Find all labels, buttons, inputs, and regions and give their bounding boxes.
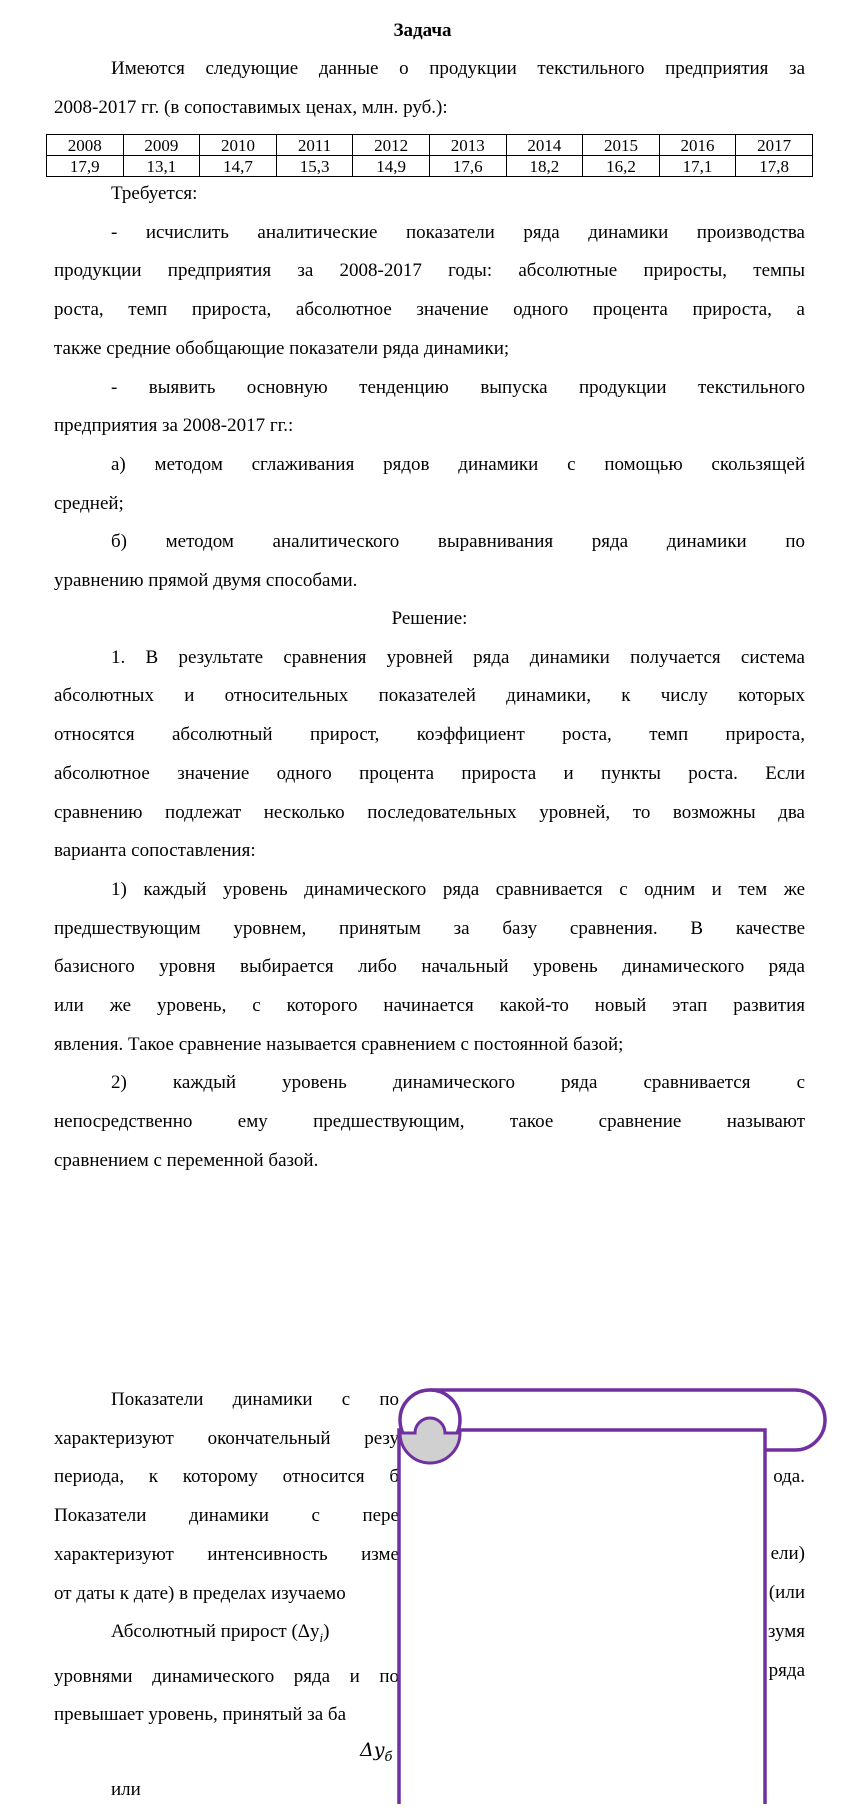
text-line — [54, 1613, 399, 1658]
text-line: уровнями динамического ряда и по — [54, 1665, 399, 1687]
table-cell: 2009 — [123, 135, 200, 156]
intro-paragraph — [54, 50, 805, 127]
text-fragment: ода. — [773, 1466, 805, 1487]
table-cell: 17,9 — [47, 156, 124, 177]
text-line: периода, к которому относится б — [54, 1466, 399, 1488]
page-title: Задача — [393, 20, 452, 41]
text-line: уравнению прямой двумя способами. — [54, 570, 358, 592]
production-table — [46, 134, 813, 177]
text-line: или — [111, 1779, 141, 1800]
text-line: предшествующим уровнем, принятым за базу сравнения. В качестве — [54, 917, 805, 939]
text-fragment: (или — [768, 1582, 805, 1603]
text-line: от даты к дате) в пределах изучаемо — [54, 1582, 346, 1604]
text-line: относятся абсолютный прирост, коэффициент роста, темп прироста, — [54, 724, 805, 746]
formula-main: Δy — [360, 1739, 385, 1761]
scroll-body — [399, 1430, 765, 1804]
text-line: характеризуют интенсивность изме — [54, 1543, 399, 1565]
text-line: 1. В результате сравнения уровней ряда динамики получается система — [111, 646, 805, 668]
table-row-values — [47, 156, 813, 177]
text-line: - выявить основную тенденцию выпуска продукции текстильного — [111, 376, 805, 398]
abs-growth-subscript: i — [319, 1630, 324, 1646]
table-cell: 2011 — [276, 135, 353, 156]
table-cell: 2017 — [736, 135, 813, 156]
text-line: 2008-2017 гг. (в сопоставимых ценах, млн. руб.): — [54, 96, 448, 118]
table-cell: 15,3 — [276, 156, 353, 177]
text-line: варианта сопоставления: — [54, 840, 256, 862]
text-line: - исчислить аналитические показатели ряда динамики производства — [111, 221, 805, 243]
table-cell: 16,2 — [583, 156, 660, 177]
table-cell: 18,2 — [506, 156, 583, 177]
table-cell: 14,7 — [200, 156, 277, 177]
text-line: роста, темп прироста, абсолютное значение одного процента прироста, а — [54, 299, 805, 321]
solution-section — [54, 600, 805, 1181]
text-line: превышает уровень, принятый за ба — [54, 1704, 347, 1726]
text-line: 1) каждый уровень динамического ряда сравнивается с одним и тем же — [111, 878, 805, 900]
scroll-roll — [400, 1390, 460, 1450]
table-cell: 2013 — [429, 135, 506, 156]
text-fragment: ели) — [770, 1543, 805, 1564]
text-fragment: ряда — [768, 1660, 805, 1681]
abs-growth-text: Абсолютный прирост (Δy — [111, 1621, 320, 1643]
table-cell: 17,1 — [659, 156, 736, 177]
table-row-years — [47, 135, 813, 156]
text-line: Имеются следующие данные о продукции текстильного предприятия за — [111, 58, 805, 79]
text-line: предприятия за 2008-2017 гг.: — [54, 415, 294, 437]
table-cell: 17,6 — [429, 156, 506, 177]
text-line: а) методом сглаживания рядов динамики с помощью скользящей — [111, 453, 805, 475]
text-line: 2) каждый уровень динамического ряда сравнивается с — [111, 1072, 805, 1094]
lower-paragraph-left — [54, 1381, 399, 1735]
text-line: или же уровень, с которого начинается какой-то новый этап развития — [54, 995, 805, 1017]
scroll-outline — [430, 1390, 825, 1450]
text-line: непосредственно ему предшествующим, такое сравнение называют — [54, 1111, 805, 1133]
text-line: б) методом аналитического выравнивания ряда динамики по — [111, 531, 805, 553]
table-cell: 2016 — [659, 135, 736, 156]
table-cell: 17,8 — [736, 156, 813, 177]
text-line: явления. Такое сравнение называется сравнением с постоянной базой; — [54, 1033, 624, 1055]
text-line: характеризуют окончательный резу — [54, 1427, 399, 1449]
table-cell: 13,1 — [123, 156, 200, 177]
text-line: абсолютных и относительных показателей динамики, к числу которых — [54, 685, 805, 707]
formula-subscript: б — [384, 1749, 393, 1765]
scroll-fold — [400, 1418, 460, 1463]
text-line: средней; — [54, 492, 124, 514]
abs-growth-close: ) — [323, 1621, 330, 1643]
table-cell: 2008 — [47, 135, 124, 156]
text-line: продукции предприятия за 2008-2017 годы: абсолютные приросты, темпы — [54, 260, 805, 282]
table-cell: 2010 — [200, 135, 277, 156]
solution-heading: Решение: — [391, 608, 468, 629]
text-line: сравнением с переменной базой. — [54, 1149, 319, 1171]
table-cell: 2012 — [353, 135, 430, 156]
text-line: Показатели динамики с пере — [54, 1505, 399, 1527]
text-line: Показатели динамики с по — [111, 1389, 399, 1410]
table-cell: 2015 — [583, 135, 660, 156]
text-line: абсолютное значение одного процента прироста и пункты роста. Если — [54, 762, 805, 784]
text-line: Требуется: — [111, 183, 198, 204]
text-line: также средние обобщающие показатели ряда динамики; — [54, 337, 510, 359]
table-cell: 14,9 — [353, 156, 430, 177]
text-line: сравнению подлежат несколько последовательных уровней, то возможны два — [54, 801, 805, 823]
formula-abs-growth — [360, 1731, 392, 1777]
table-cell: 2014 — [506, 135, 583, 156]
requirements-section — [54, 175, 805, 601]
text-line: базисного уровня выбирается либо начальный уровень динамического ряда — [54, 956, 805, 978]
text-fragment: зумя — [767, 1621, 805, 1642]
